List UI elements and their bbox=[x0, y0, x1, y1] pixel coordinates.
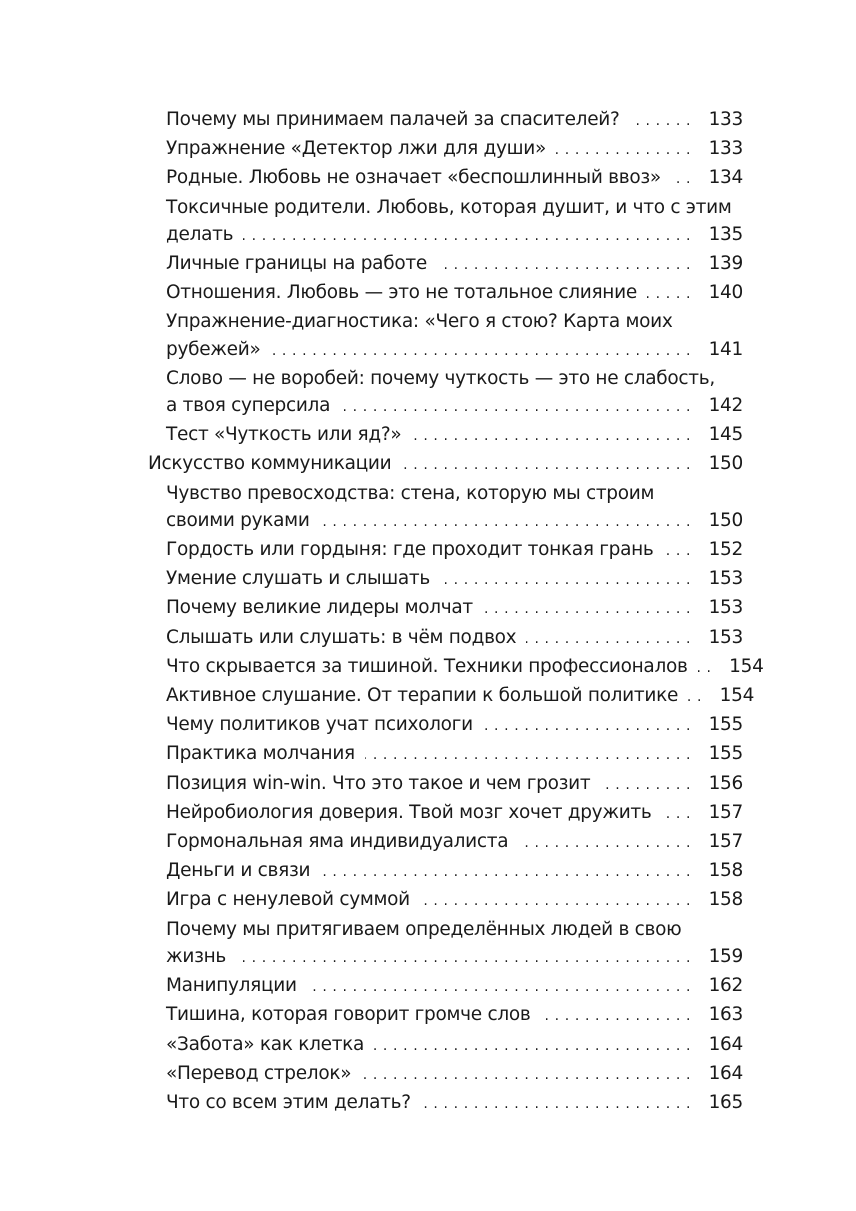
toc-entry bbox=[0, 250, 856, 279]
toc-entry bbox=[0, 106, 856, 135]
toc-page-number: 158 bbox=[708, 889, 743, 911]
dot-leader bbox=[630, 108, 691, 135]
toc-entry-title: жизнь bbox=[166, 945, 227, 967]
toc-entry bbox=[0, 480, 856, 536]
toc-section-entry bbox=[0, 450, 856, 479]
toc-entry-line bbox=[166, 250, 743, 279]
toc-entry-line bbox=[166, 886, 743, 915]
toc-entry-title: Гормональная яма индивидуалиста bbox=[166, 831, 509, 853]
toc-entry-title: Искусство коммуникации bbox=[148, 453, 392, 475]
toc-entry-title: своими руками bbox=[166, 509, 310, 531]
toc-page-number: 134 bbox=[708, 167, 743, 189]
toc-entry bbox=[0, 857, 856, 886]
dot-leader bbox=[340, 394, 691, 421]
toc-entry bbox=[0, 565, 856, 594]
toc-entry-title: Гордость или гордыня: где проходит тонкая грань bbox=[166, 539, 654, 561]
toc-page-number: 142 bbox=[708, 395, 743, 417]
toc-entry-line bbox=[166, 1089, 743, 1118]
dot-leader bbox=[664, 538, 691, 565]
toc-entry bbox=[0, 828, 856, 857]
dot-leader bbox=[270, 338, 691, 365]
toc-entry-line bbox=[166, 828, 743, 857]
toc-entry-title: Тест «Чуткость или яд?» bbox=[166, 424, 402, 446]
toc-page-number: 155 bbox=[708, 743, 743, 765]
dot-leader bbox=[307, 974, 691, 1001]
toc-entry-line bbox=[166, 164, 743, 193]
toc-entry-line bbox=[166, 972, 743, 1001]
toc-entry-line bbox=[166, 770, 743, 799]
toc-page-number: 153 bbox=[708, 626, 743, 648]
toc-entry-title: Позиция win-win. Что это такое и чем грозит bbox=[166, 772, 591, 794]
toc-entry-title: «Забота» как клетка bbox=[166, 1033, 365, 1055]
toc-entry-line bbox=[166, 682, 755, 711]
toc-page-number: 157 bbox=[708, 831, 743, 853]
toc-entry-title-line: Почему мы притягиваем определённых людей в свою bbox=[166, 918, 682, 940]
toc-entry-line bbox=[166, 711, 743, 740]
toc-entry-line bbox=[166, 421, 743, 450]
dot-leader bbox=[556, 137, 691, 164]
toc-entry bbox=[0, 1060, 856, 1089]
toc-entry bbox=[0, 536, 856, 565]
toc-entry-title-line: Токсичные родители. Любовь, которая душит, и что с этим bbox=[166, 196, 732, 218]
toc-page-number: 163 bbox=[708, 1004, 743, 1026]
toc-page-number: 157 bbox=[708, 801, 743, 823]
toc-entry bbox=[0, 194, 856, 250]
dot-leader bbox=[518, 830, 691, 857]
toc-entry-title: Слышать или слушать: в чём подвох bbox=[166, 626, 517, 648]
dot-leader bbox=[698, 655, 712, 682]
dot-leader bbox=[483, 596, 691, 623]
dot-leader bbox=[671, 166, 691, 193]
toc-entry-line bbox=[148, 450, 743, 479]
toc-entry-line bbox=[166, 336, 743, 365]
toc-entry bbox=[0, 740, 856, 769]
toc-entry-line bbox=[166, 392, 743, 421]
toc-entry-line bbox=[166, 221, 743, 250]
toc-entry-line bbox=[166, 565, 743, 594]
dot-leader bbox=[361, 1062, 691, 1089]
toc-page-number: 153 bbox=[708, 597, 743, 619]
toc-entry-line bbox=[166, 740, 743, 769]
toc-entry-line bbox=[166, 624, 743, 653]
toc-entry bbox=[0, 770, 856, 799]
toc-entry-title-line: Чувство превосходства: стена, которую мы строим bbox=[166, 482, 655, 504]
toc-entry-title: Чему политиков учат психологи bbox=[166, 714, 473, 736]
toc-entry-title: Манипуляции bbox=[166, 975, 297, 997]
toc-page-number: 141 bbox=[708, 338, 743, 360]
toc-entry bbox=[0, 365, 856, 421]
dot-leader bbox=[411, 423, 691, 450]
dot-leader bbox=[365, 742, 691, 769]
toc-entry-line bbox=[166, 106, 743, 135]
toc-page-number: 133 bbox=[708, 138, 743, 160]
toc-entry bbox=[0, 653, 856, 682]
toc-entry-line bbox=[166, 653, 764, 682]
dot-leader bbox=[374, 1033, 691, 1060]
toc-page-number: 159 bbox=[708, 945, 743, 967]
toc-entry bbox=[0, 164, 856, 193]
dot-leader bbox=[236, 945, 691, 972]
toc-page-number: 154 bbox=[719, 685, 755, 707]
toc-entry-title: Активное слушание. От терапии к большой политике bbox=[166, 685, 679, 707]
toc-entry bbox=[0, 682, 856, 711]
toc-entry bbox=[0, 279, 856, 308]
toc-page-number: 164 bbox=[708, 1033, 743, 1055]
toc-entry bbox=[0, 711, 856, 740]
toc-entry-title: Почему великие лидеры молчат bbox=[166, 597, 473, 619]
toc-entry bbox=[0, 308, 856, 364]
toc-entry-line bbox=[166, 1060, 743, 1089]
toc-entry-title: рубежей» bbox=[166, 338, 261, 360]
toc-page-number: 152 bbox=[708, 539, 743, 561]
toc-entry-title: Родные. Любовь не означает «беспошлинный ввоз» bbox=[166, 167, 661, 189]
dot-leader bbox=[421, 1091, 691, 1118]
toc-entry bbox=[0, 1031, 856, 1060]
toc-entry bbox=[0, 594, 856, 623]
toc-page-number: 164 bbox=[708, 1062, 743, 1084]
toc-entry bbox=[0, 624, 856, 653]
toc-page-number: 139 bbox=[708, 253, 743, 275]
toc-entry bbox=[0, 421, 856, 450]
toc-page-number: 145 bbox=[708, 424, 743, 446]
toc-page-number: 153 bbox=[708, 568, 743, 590]
toc-entry-line bbox=[166, 135, 743, 164]
toc-entry-line bbox=[166, 507, 743, 536]
dot-leader bbox=[662, 801, 691, 828]
toc-page-number: 156 bbox=[708, 772, 743, 794]
dot-leader bbox=[320, 509, 691, 536]
dot-leader bbox=[526, 626, 691, 653]
toc-entry-title: а твоя суперсила bbox=[166, 395, 331, 417]
toc-entry-line bbox=[166, 943, 743, 972]
toc-entry-title: Что скрывается за тишиной. Техники профессионалов bbox=[166, 655, 688, 677]
dot-leader bbox=[483, 713, 691, 740]
toc-entry-line bbox=[166, 799, 743, 828]
table-of-contents bbox=[0, 106, 856, 1118]
dot-leader bbox=[437, 252, 691, 279]
dot-leader bbox=[540, 1003, 691, 1030]
toc-entry-title: делать bbox=[166, 223, 234, 245]
toc-entry-line bbox=[166, 279, 743, 308]
dot-leader bbox=[401, 452, 691, 479]
toc-entry-line bbox=[166, 594, 743, 623]
toc-entry-title: Практика молчания bbox=[166, 743, 355, 765]
toc-entry-title: Что со всем этим делать? bbox=[166, 1091, 411, 1113]
dot-leader bbox=[600, 772, 691, 799]
toc-page-number: 133 bbox=[708, 109, 743, 130]
dot-leader bbox=[688, 684, 702, 711]
toc-entry-title: Игра с ненулевой суммой bbox=[166, 889, 410, 911]
toc-page-number: 158 bbox=[708, 860, 743, 882]
toc-entry-title: Личные границы на работе bbox=[166, 253, 427, 275]
toc-entry bbox=[0, 135, 856, 164]
toc-entry-title: Нейробиология доверия. Твой мозг хочет дружить bbox=[166, 801, 652, 823]
toc-entry bbox=[0, 1089, 856, 1118]
dot-leader bbox=[320, 859, 691, 886]
toc-entry-line bbox=[166, 1001, 743, 1030]
toc-page-number: 162 bbox=[708, 975, 743, 997]
toc-entry bbox=[0, 799, 856, 828]
toc-entry-line bbox=[166, 1031, 743, 1060]
toc-entry bbox=[0, 972, 856, 1001]
toc-entry-line bbox=[166, 536, 743, 565]
dot-leader bbox=[440, 567, 691, 594]
toc-page-number: 150 bbox=[708, 453, 743, 475]
toc-entry bbox=[0, 886, 856, 915]
toc-entry-title: Почему мы принимаем палачей за спасителей? bbox=[166, 109, 620, 130]
toc-entry-title: Отношения. Любовь — это не тотальное слияние bbox=[166, 282, 637, 304]
toc-entry bbox=[0, 916, 856, 972]
toc-page-number: 165 bbox=[708, 1091, 743, 1113]
toc-entry-line bbox=[166, 857, 743, 886]
toc-entry-title: Деньги и связи bbox=[166, 860, 311, 882]
toc-page-number: 150 bbox=[708, 509, 743, 531]
toc-entry-title: «Перевод стрелок» bbox=[166, 1062, 352, 1084]
toc-page-number: 154 bbox=[729, 655, 764, 677]
dot-leader bbox=[647, 281, 691, 308]
toc-page-number: 155 bbox=[708, 714, 743, 736]
dot-leader bbox=[420, 888, 691, 915]
toc-entry-title-line: Слово — не воробей: почему чуткость — это не слабость, bbox=[166, 367, 715, 389]
toc-page-number: 135 bbox=[708, 223, 743, 245]
toc-entry bbox=[0, 1001, 856, 1030]
toc-page-number: 140 bbox=[708, 282, 743, 304]
toc-entry-title-line: Упражнение-диагностика: «Чего я стою? Карта моих bbox=[166, 311, 673, 333]
toc-entry-title: Упражнение «Детектор лжи для души» bbox=[166, 138, 547, 160]
toc-entry-title: Тишина, которая говорит громче слов bbox=[166, 1004, 531, 1026]
toc-entry-title: Умение слушать и слышать bbox=[166, 568, 431, 590]
dot-leader bbox=[243, 223, 691, 250]
